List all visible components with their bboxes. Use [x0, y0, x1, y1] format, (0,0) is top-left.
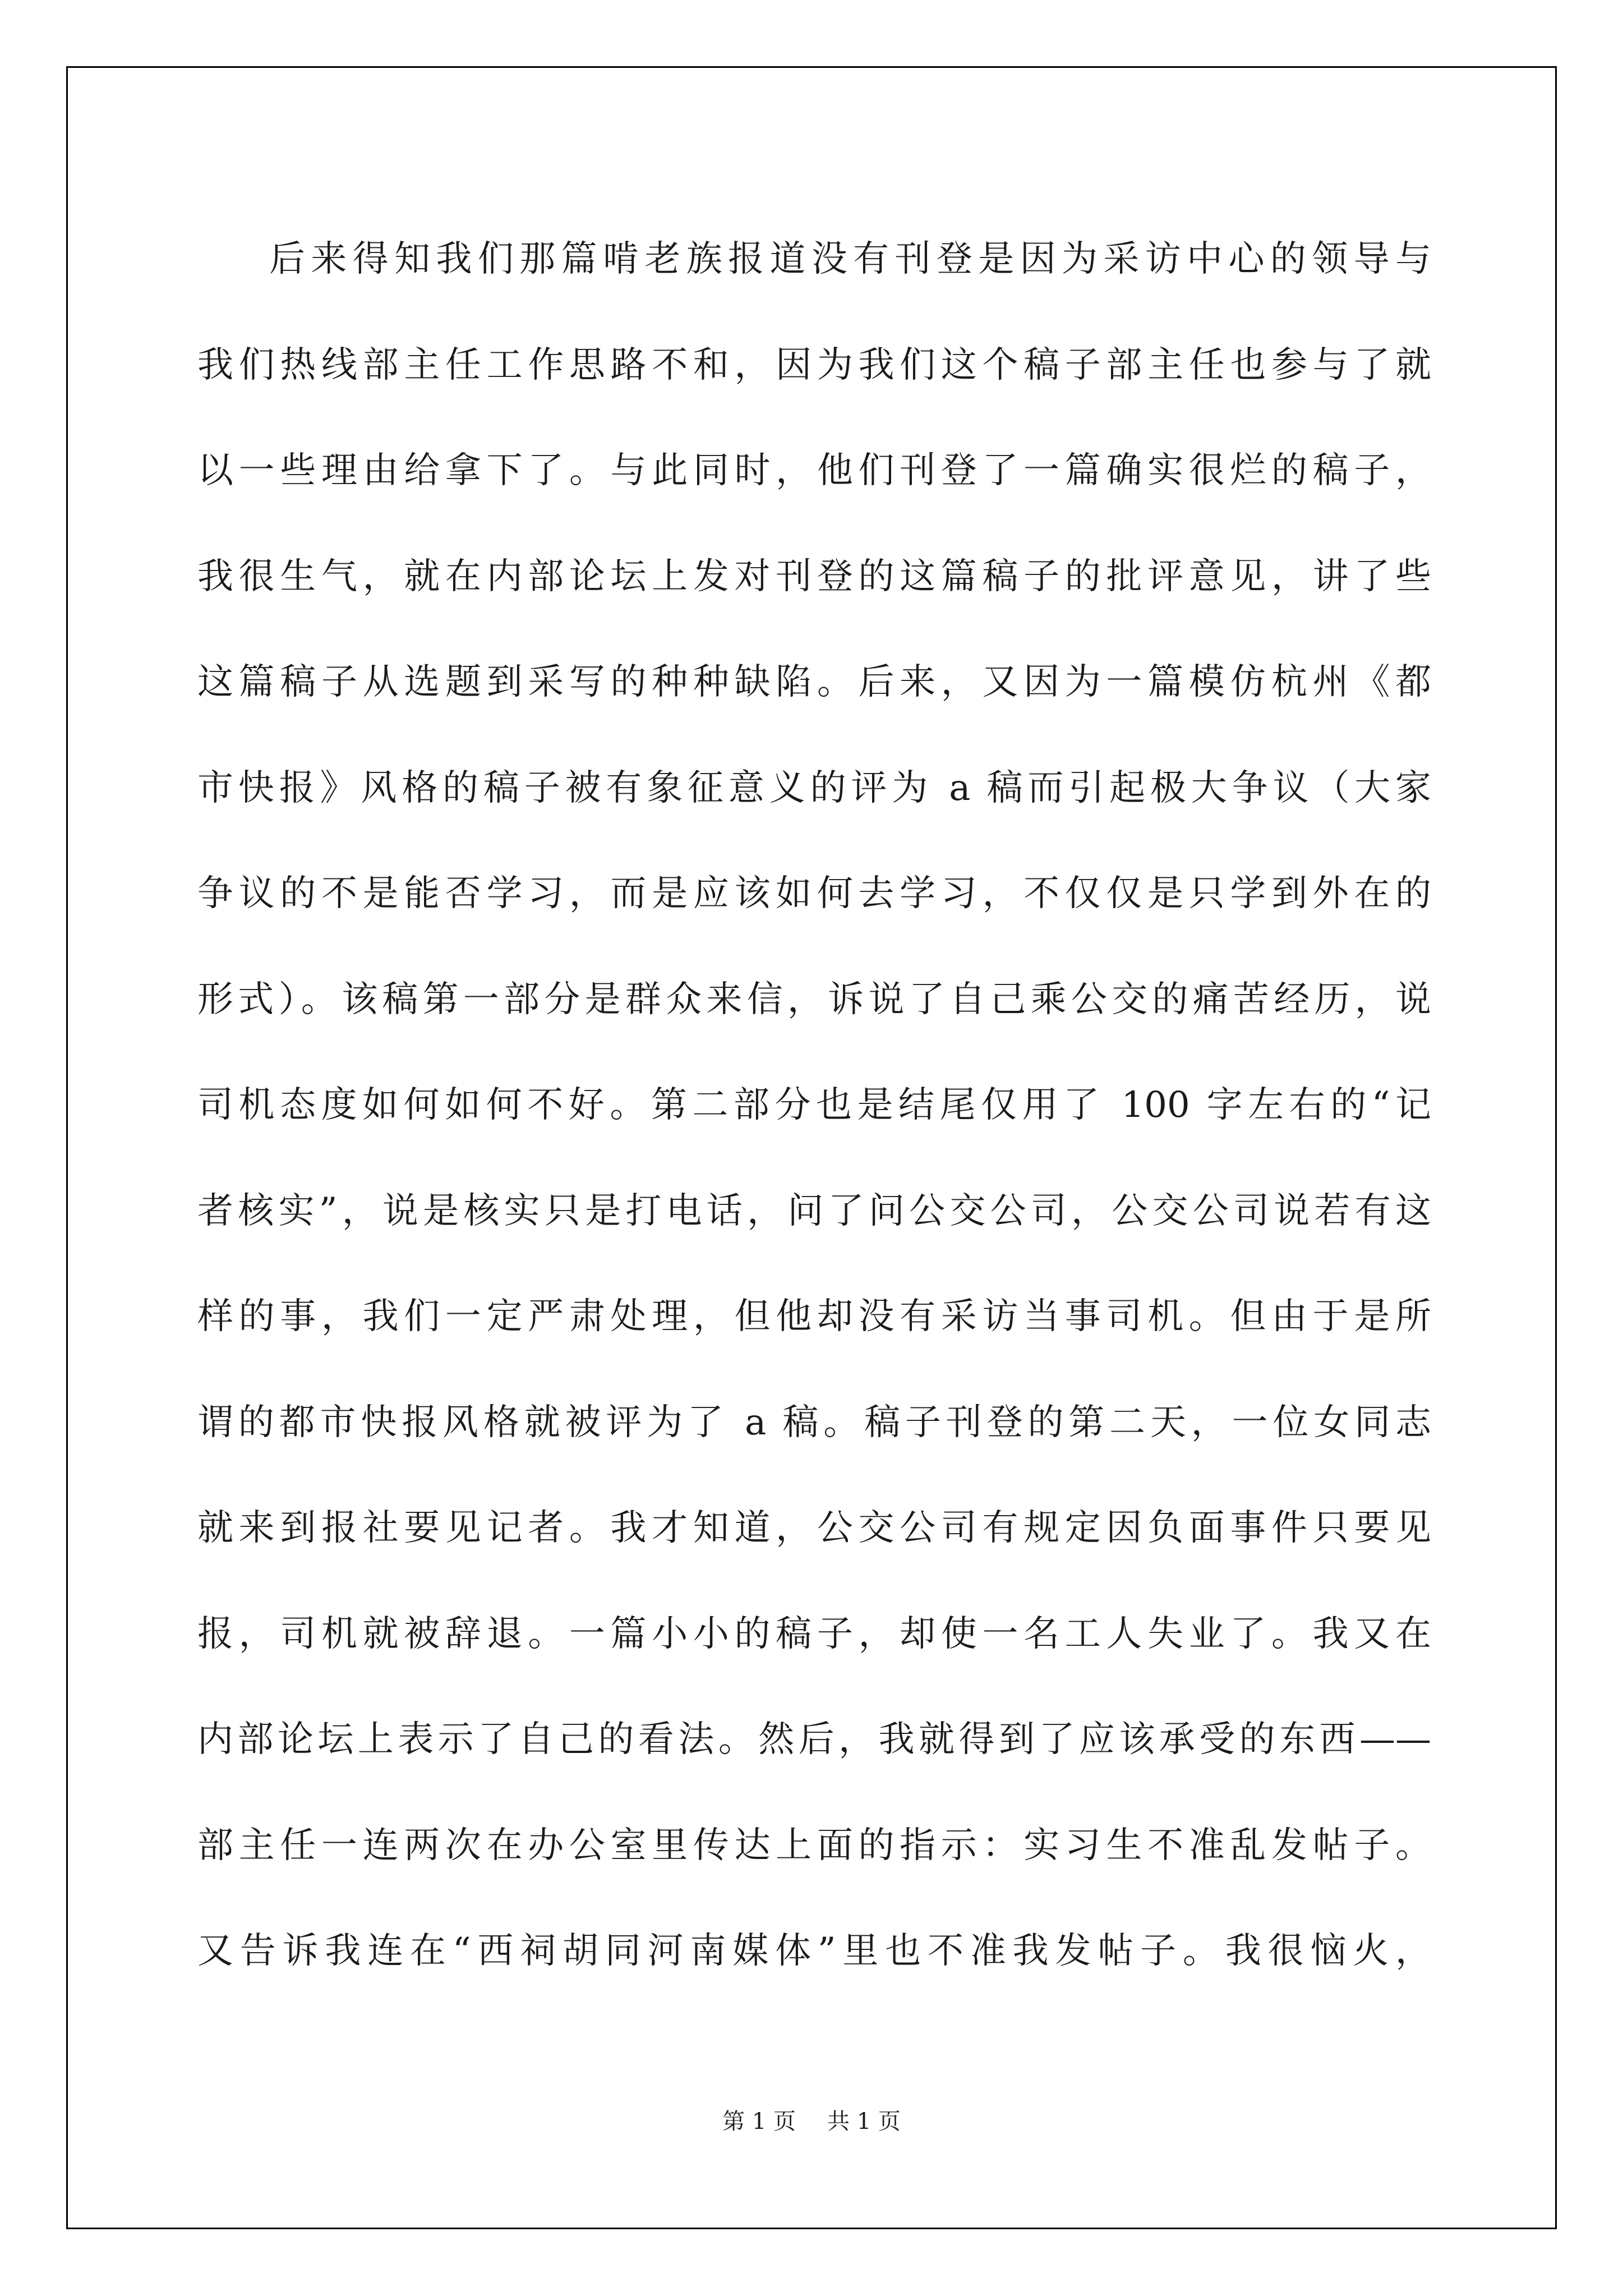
text-line: 又告诉我连在“西祠胡同河南媒体”里也不准我发帖子。我很恼火， — [197, 1930, 1431, 1972]
text-line: 市快报》风格的稿子被有象征意义的评为 a 稿而引起极大争议（大家 — [197, 767, 1431, 809]
text-line: 我们热线部主任工作思路不和，因为我们这个稿子部主任也参与了就 — [197, 344, 1431, 386]
text-line: 这篇稿子从选题到采写的种种缺陷。后来，又因为一篇模仿杭州《都 — [197, 661, 1431, 703]
page-number: 第 1 页 — [722, 2109, 796, 2134]
text-line: 形式）。该稿第一部分是群众来信，诉说了自己乘公交的痛苦经历，说 — [197, 978, 1431, 1020]
text-line: 我很生气，就在内部论坛上发对刊登的这篇稿子的批评意见，讲了些 — [197, 555, 1431, 597]
text-line: 后来得知我们那篇啃老族报道没有刊登是因为采访中心的领导与 — [269, 238, 1431, 280]
text-line: 司机态度如何如何不好。第二部分也是结尾仅用了 100 字左右的“记 — [197, 1084, 1431, 1126]
text-line: 谓的都市快报风格就被评为了 a 稿。稿子刊登的第二天，一位女同志 — [197, 1401, 1431, 1443]
page-footer — [0, 2104, 1623, 2136]
text-line: 报，司机就被辞退。一篇小小的稿子，却使一名工人失业了。我又在 — [197, 1613, 1431, 1655]
text-line: 部主任一连两次在办公室里传达上面的指示：实习生不准乱发帖子。 — [197, 1824, 1431, 1866]
body-paragraph — [197, 206, 1431, 2004]
page-total: 共 1 页 — [827, 2109, 901, 2134]
text-line: 就来到报社要见记者。我才知道，公交公司有规定因负面事件只要见 — [197, 1507, 1431, 1549]
text-line: 内部论坛上表示了自己的看法。然后，我就得到了应该承受的东西—— — [197, 1719, 1431, 1760]
text-line: 者核实”，说是核实只是打电话，问了问公交公司，公交公司说若有这 — [197, 1190, 1431, 1232]
text-line: 以一些理由给拿下了。与此同时，他们刊登了一篇确实很烂的稿子， — [197, 450, 1431, 491]
text-line: 争议的不是能否学习，而是应该如何去学习，不仅仅是只学到外在的 — [197, 873, 1431, 914]
text-line: 样的事，我们一定严肃处理，但他却没有采访当事司机。但由于是所 — [197, 1296, 1431, 1337]
